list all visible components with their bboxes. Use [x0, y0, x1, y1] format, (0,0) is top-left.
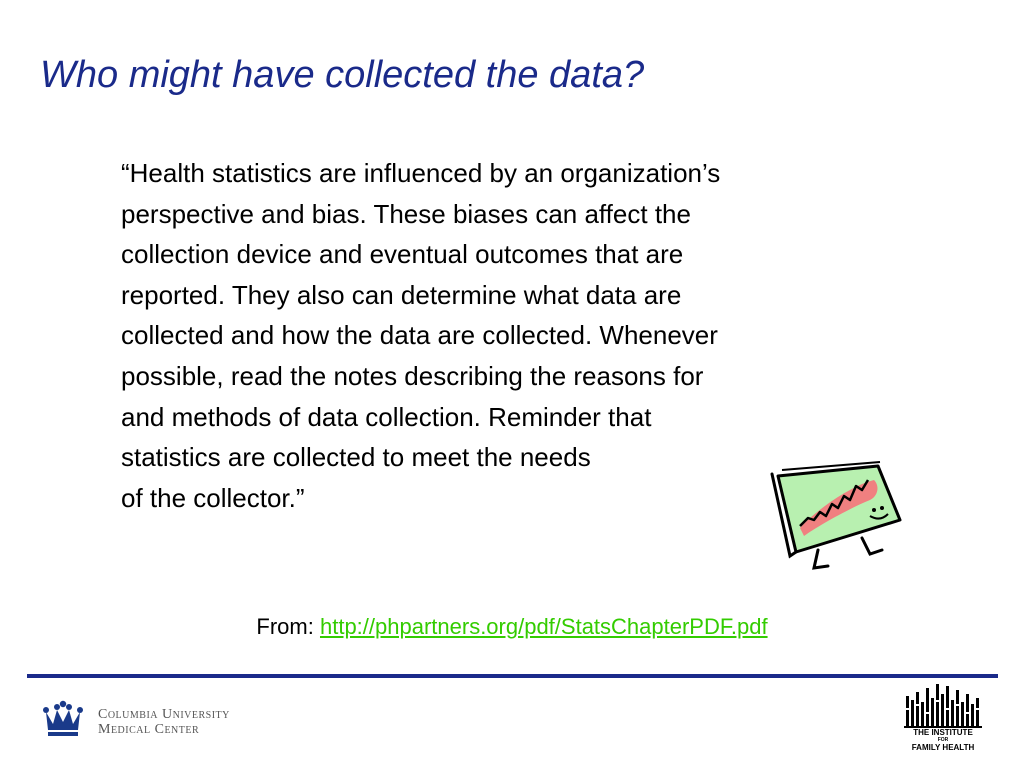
ifh-line-1: THE INSTITUTE [913, 728, 973, 737]
quote-line: perspective and bias. These biases can affect the [121, 198, 691, 229]
ifh-line-2: FOR [937, 737, 949, 743]
cumc-logo [40, 700, 300, 744]
cumc-line-2: Medical Center [98, 722, 200, 737]
quote-line: of the collector.” [121, 482, 305, 513]
slide-title: Who might have collected the data? [40, 54, 645, 96]
cumc-line-1: Columbia University [98, 707, 230, 722]
ifh-line-3: FAMILY HEALTH [911, 743, 975, 752]
quote-line: possible, read the notes describing the reasons for [121, 360, 704, 391]
quote-line: statistics are collected to meet the needs [121, 442, 591, 473]
city-skyline-bars-icon [904, 682, 982, 728]
smiling-chart-cartoon-icon [770, 456, 910, 576]
ifh-logo [900, 680, 986, 762]
quote-line: reported. They also can determine what data are [121, 279, 682, 310]
crown-icon [40, 700, 86, 740]
footer-divider [27, 674, 998, 678]
quote-line: collection device and eventual outcomes that are [121, 239, 684, 270]
quote-line: collected and how the data are collected. Whenever [121, 320, 718, 351]
quote-line: “Health statistics are influenced by an organization’s [121, 158, 721, 188]
quote-line: and methods of data collection. Reminder that [121, 401, 652, 432]
source-citation [0, 614, 1024, 640]
source-prefix: From: [256, 614, 314, 639]
source-link[interactable]: http://phpartners.org/pdf/StatsChapterPDF.pdf [319, 614, 768, 639]
